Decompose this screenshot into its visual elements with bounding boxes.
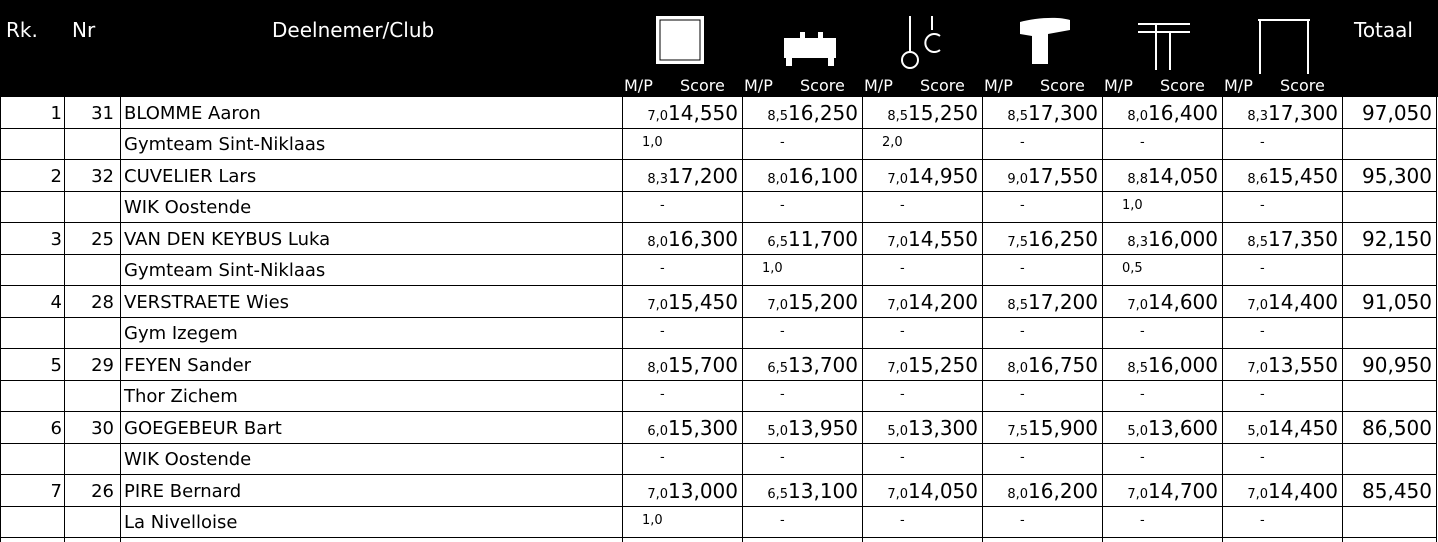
participant-header: Deelnemer/Club (272, 18, 435, 42)
score-value: 14,700 (1148, 479, 1218, 503)
apparatus-score-cell (767, 100, 858, 130)
score-value: 14,550 (908, 227, 978, 251)
score-value: 14,450 (1268, 416, 1338, 440)
rings-icon (890, 14, 950, 70)
participant-name: VERSTRAETE Wies (124, 292, 290, 313)
penalty-value: - (660, 450, 665, 465)
number-cell: 25 (91, 229, 114, 250)
penalty-value: - (1020, 135, 1025, 150)
parallel-bars-icon (1134, 14, 1194, 70)
penalty-value: - (900, 324, 905, 339)
mp-subheader: M/P (1224, 76, 1253, 95)
penalty-value: - (900, 261, 905, 276)
apparatus-score-cell (1247, 100, 1338, 130)
score-subheader: Score (1040, 76, 1085, 95)
score-value: 16,400 (1148, 101, 1218, 125)
column-divider (982, 97, 983, 542)
score-value: 14,400 (1268, 290, 1338, 314)
apparatus-score-cell (1007, 352, 1098, 382)
row-divider (0, 317, 1436, 318)
rank-cell: 5 (50, 355, 62, 376)
apparatus-score-cell (887, 226, 978, 256)
score-value: 17,200 (1028, 290, 1098, 314)
score-value: 13,300 (908, 416, 978, 440)
mp-value: 7,5 (1007, 235, 1029, 250)
total-score: 95,300 (1362, 164, 1432, 188)
apparatus-score-cell (887, 289, 978, 319)
score-value: 15,250 (908, 101, 978, 125)
mp-value: 8,5 (767, 109, 789, 124)
apparatus-score-cell (647, 226, 738, 256)
apparatus-score-cell (647, 163, 738, 193)
penalty-value: - (1260, 198, 1265, 213)
penalty-value: - (1260, 513, 1265, 528)
vault-icon (1014, 14, 1074, 70)
high-bar-icon (1254, 14, 1314, 74)
penalty-value: - (1020, 324, 1025, 339)
participant-name: VAN DEN KEYBUS Luka (124, 229, 331, 250)
mp-subheader: M/P (864, 76, 893, 95)
column-divider (0, 97, 1, 542)
score-subheader: Score (920, 76, 965, 95)
apparatus-score-cell (1007, 163, 1098, 193)
total-score: 90,950 (1362, 353, 1432, 377)
score-value: 13,000 (668, 479, 738, 503)
pommel-horse-icon (778, 14, 840, 70)
penalty-value: - (1260, 450, 1265, 465)
penalty-value: - (780, 324, 785, 339)
score-subheader: Score (1160, 76, 1205, 95)
row-divider (0, 191, 1436, 192)
score-value: 17,200 (668, 164, 738, 188)
penalty-value: - (660, 261, 665, 276)
apparatus-score-cell (767, 478, 858, 508)
penalty-value: - (1020, 450, 1025, 465)
score-value: 17,350 (1268, 227, 1338, 251)
row-divider (0, 128, 1436, 129)
club-name: La Nivelloise (124, 512, 238, 533)
apparatus-score-cell (1247, 415, 1338, 445)
score-value: 13,950 (788, 416, 858, 440)
total-score: 86,500 (1362, 416, 1432, 440)
score-value: 16,250 (788, 101, 858, 125)
apparatus-score-cell (1007, 289, 1098, 319)
mp-value: 5,0 (887, 424, 909, 439)
mp-value: 6,5 (767, 235, 789, 250)
penalty-value: - (1020, 198, 1025, 213)
mp-value: 8,6 (1247, 172, 1269, 187)
mp-value: 7,0 (1247, 298, 1269, 313)
penalty-value: - (660, 198, 665, 213)
mp-value: 7,0 (647, 487, 669, 502)
score-value: 15,900 (1028, 416, 1098, 440)
apparatus-score-cell (887, 163, 978, 193)
score-value: 17,300 (1028, 101, 1098, 125)
score-value: 14,550 (668, 101, 738, 125)
apparatus-score-cell (1247, 478, 1338, 508)
penalty-value: 1,0 (1122, 198, 1143, 213)
apparatus-score-cell (647, 100, 738, 130)
penalty-value: - (1260, 387, 1265, 402)
score-value: 13,550 (1268, 353, 1338, 377)
apparatus-score-cell (647, 352, 738, 382)
score-value: 14,050 (1148, 164, 1218, 188)
mp-value: 8,5 (1127, 361, 1149, 376)
number-cell: 26 (91, 481, 114, 502)
total-header: Totaal (1354, 18, 1413, 42)
penalty-value: - (900, 198, 905, 213)
apparatus-score-cell (1007, 415, 1098, 445)
apparatus-score-cell (647, 289, 738, 319)
penalty-value: - (780, 198, 785, 213)
total-score: 92,150 (1362, 227, 1432, 251)
mp-value: 7,5 (1007, 424, 1029, 439)
mp-value: 7,0 (887, 298, 909, 313)
total-score: 91,050 (1362, 290, 1432, 314)
total-score: 97,050 (1362, 101, 1432, 125)
column-divider (1342, 97, 1343, 542)
score-value: 15,300 (668, 416, 738, 440)
mp-value: 8,0 (767, 172, 789, 187)
penalty-value: 1,0 (762, 261, 783, 276)
mp-subheader: M/P (624, 76, 653, 95)
score-subheader: Score (1280, 76, 1325, 95)
mp-value: 7,0 (887, 235, 909, 250)
column-divider (64, 97, 65, 542)
penalty-value: - (1140, 513, 1145, 528)
score-value: 14,050 (908, 479, 978, 503)
club-name: Gymteam Sint-Niklaas (124, 134, 326, 155)
mp-value: 8,0 (647, 361, 669, 376)
row-divider (0, 380, 1436, 381)
column-divider (1222, 97, 1223, 542)
penalty-value: 1,0 (642, 135, 663, 150)
participant-name: PIRE Bernard (124, 481, 242, 502)
mp-value: 7,0 (1247, 361, 1269, 376)
apparatus-score-cell (1127, 163, 1218, 193)
rank-cell: 1 (50, 103, 62, 124)
apparatus-score-cell (887, 100, 978, 130)
penalty-value: - (1140, 450, 1145, 465)
score-value: 16,000 (1148, 353, 1218, 377)
mp-value: 8,0 (1007, 361, 1029, 376)
penalty-value: - (660, 387, 665, 402)
penalty-value: 2,0 (882, 135, 903, 150)
score-value: 16,750 (1028, 353, 1098, 377)
score-value: 15,200 (788, 290, 858, 314)
rank-cell: 6 (50, 418, 62, 439)
number-cell: 32 (91, 166, 114, 187)
mp-value: 7,0 (887, 361, 909, 376)
table-header (0, 0, 1438, 97)
mp-value: 7,0 (887, 172, 909, 187)
mp-value: 6,0 (647, 424, 669, 439)
number-cell: 30 (91, 418, 114, 439)
mp-value: 8,3 (1127, 235, 1149, 250)
row-divider (0, 254, 1436, 255)
penalty-value: - (1140, 135, 1145, 150)
club-name: Thor Zichem (124, 386, 238, 407)
mp-value: 9,0 (1007, 172, 1029, 187)
apparatus-score-cell (1007, 226, 1098, 256)
mp-value: 8,0 (647, 235, 669, 250)
penalty-value: - (660, 324, 665, 339)
column-divider (622, 97, 623, 542)
penalty-value: - (900, 513, 905, 528)
mp-value: 8,0 (1007, 487, 1029, 502)
penalty-value: - (1020, 261, 1025, 276)
mp-value: 6,5 (767, 487, 789, 502)
rank-header: Rk. (6, 18, 38, 42)
penalty-value: 1,0 (642, 513, 663, 528)
club-name: Gymteam Sint-Niklaas (124, 260, 326, 281)
score-value: 14,950 (908, 164, 978, 188)
apparatus-score-cell (1127, 226, 1218, 256)
apparatus-score-cell (1247, 226, 1338, 256)
row-divider (0, 537, 1436, 538)
club-name: WIK Oostende (124, 197, 252, 218)
mp-value: 8,0 (1127, 109, 1149, 124)
score-value: 13,600 (1148, 416, 1218, 440)
apparatus-score-cell (1127, 478, 1218, 508)
column-divider (1102, 97, 1103, 542)
score-value: 14,600 (1148, 290, 1218, 314)
number-cell: 31 (91, 103, 114, 124)
row-divider (0, 443, 1436, 444)
mp-value: 6,5 (767, 361, 789, 376)
column-divider (742, 97, 743, 542)
participant-name: GOEGEBEUR Bart (124, 418, 282, 439)
penalty-value: - (780, 450, 785, 465)
apparatus-score-cell (887, 352, 978, 382)
score-value: 15,450 (668, 290, 738, 314)
mp-value: 8,5 (887, 109, 909, 124)
score-subheader: Score (680, 76, 725, 95)
penalty-value: - (900, 450, 905, 465)
mp-value: 7,0 (767, 298, 789, 313)
mp-value: 7,0 (1127, 487, 1149, 502)
row-divider (0, 506, 1436, 507)
apparatus-score-cell (1127, 352, 1218, 382)
penalty-value: - (1140, 324, 1145, 339)
apparatus-score-cell (1127, 100, 1218, 130)
mp-value: 5,0 (1127, 424, 1149, 439)
penalty-value: - (1260, 261, 1265, 276)
mp-value: 8,8 (1127, 172, 1149, 187)
apparatus-score-cell (767, 163, 858, 193)
score-value: 14,400 (1268, 479, 1338, 503)
column-divider (120, 97, 121, 542)
mp-value: 8,5 (1247, 235, 1269, 250)
penalty-value: - (780, 513, 785, 528)
score-value: 16,200 (1028, 479, 1098, 503)
score-value: 16,100 (788, 164, 858, 188)
mp-subheader: M/P (744, 76, 773, 95)
rank-cell: 2 (50, 166, 62, 187)
score-value: 16,250 (1028, 227, 1098, 251)
mp-value: 7,0 (1247, 487, 1269, 502)
club-name: WIK Oostende (124, 449, 252, 470)
apparatus-score-cell (1247, 163, 1338, 193)
total-score: 85,450 (1362, 479, 1432, 503)
apparatus-score-cell (647, 478, 738, 508)
apparatus-score-cell (767, 226, 858, 256)
score-value: 13,100 (788, 479, 858, 503)
mp-value: 7,0 (647, 298, 669, 313)
participant-name: CUVELIER Lars (124, 166, 257, 187)
score-value: 13,700 (788, 353, 858, 377)
penalty-value: - (1260, 135, 1265, 150)
apparatus-score-cell (1007, 100, 1098, 130)
penalty-value: - (1020, 387, 1025, 402)
penalty-value: - (780, 387, 785, 402)
mp-value: 8,3 (647, 172, 669, 187)
apparatus-score-cell (1247, 289, 1338, 319)
score-value: 15,700 (668, 353, 738, 377)
mp-value: 7,0 (1127, 298, 1149, 313)
participant-name: FEYEN Sander (124, 355, 252, 376)
apparatus-score-cell (767, 415, 858, 445)
floor-icon (654, 14, 708, 70)
mp-value: 7,0 (647, 109, 669, 124)
number-header: Nr (72, 18, 96, 42)
mp-value: 8,3 (1247, 109, 1269, 124)
penalty-value: 0,5 (1122, 261, 1143, 276)
penalty-value: - (1260, 324, 1265, 339)
column-divider (862, 97, 863, 542)
score-value: 15,250 (908, 353, 978, 377)
score-value: 11,700 (788, 227, 858, 251)
score-value: 16,000 (1148, 227, 1218, 251)
participant-name: BLOMME Aaron (124, 103, 261, 124)
number-cell: 29 (91, 355, 114, 376)
mp-value: 8,5 (1007, 109, 1029, 124)
score-value: 17,300 (1268, 101, 1338, 125)
apparatus-score-cell (647, 415, 738, 445)
mp-value: 8,5 (1007, 298, 1029, 313)
rank-cell: 7 (50, 481, 62, 502)
apparatus-score-cell (887, 478, 978, 508)
score-value: 14,200 (908, 290, 978, 314)
score-subheader: Score (800, 76, 845, 95)
mp-value: 5,0 (767, 424, 789, 439)
mp-subheader: M/P (1104, 76, 1133, 95)
club-name: Gym Izegem (124, 323, 238, 344)
apparatus-score-cell (767, 289, 858, 319)
mp-subheader: M/P (984, 76, 1013, 95)
number-cell: 28 (91, 292, 114, 313)
apparatus-score-cell (1127, 415, 1218, 445)
apparatus-score-cell (887, 415, 978, 445)
penalty-value: - (900, 387, 905, 402)
column-divider (1436, 97, 1437, 542)
apparatus-score-cell (1127, 289, 1218, 319)
penalty-value: - (780, 135, 785, 150)
score-value: 15,450 (1268, 164, 1338, 188)
apparatus-score-cell (767, 352, 858, 382)
score-value: 16,300 (668, 227, 738, 251)
apparatus-score-cell (1247, 352, 1338, 382)
rank-cell: 3 (50, 229, 62, 250)
mp-value: 5,0 (1247, 424, 1269, 439)
apparatus-score-cell (1007, 478, 1098, 508)
rank-cell: 4 (50, 292, 62, 313)
score-value: 17,550 (1028, 164, 1098, 188)
mp-value: 7,0 (887, 487, 909, 502)
penalty-value: - (1020, 513, 1025, 528)
penalty-value: - (1140, 387, 1145, 402)
